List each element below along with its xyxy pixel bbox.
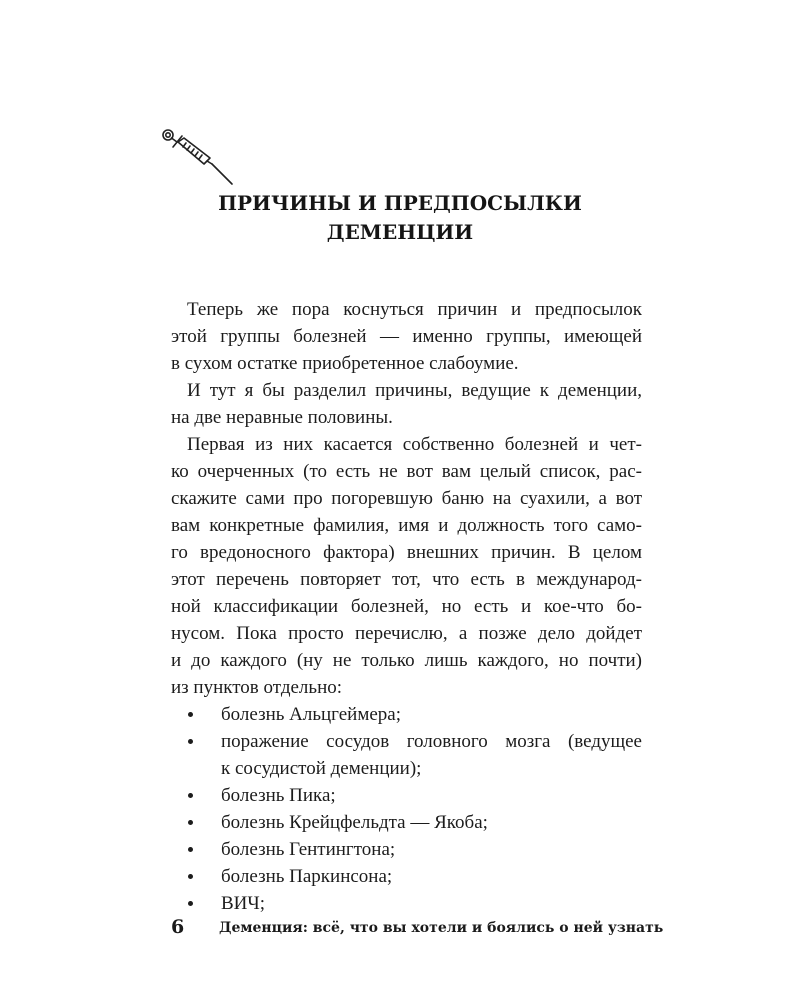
paragraph	[171, 377, 642, 431]
list-item-text: болезнь Гентингтона;	[221, 839, 396, 860]
bullet-icon	[188, 712, 193, 717]
list-item	[171, 782, 642, 809]
cause-list	[171, 701, 642, 917]
text-line: этот перечень повторяет тот, что есть в международ-	[171, 569, 642, 590]
text-line: го вредоносного фактора) внешних причин. В целом	[171, 542, 642, 563]
list-item	[171, 836, 642, 863]
list-item-text: болезнь Паркинсона;	[221, 866, 393, 887]
text-line: ко очерченных (то есть не вот вам целый список, рас-	[171, 461, 642, 482]
bullet-icon	[188, 793, 193, 798]
syringe-icon	[160, 128, 234, 186]
body-text	[171, 296, 642, 917]
list-item	[171, 809, 642, 836]
list-item	[171, 728, 642, 782]
bullet-icon	[188, 820, 193, 825]
paragraph	[171, 296, 642, 377]
bullet-icon	[188, 847, 193, 852]
bullet-icon	[188, 901, 193, 906]
text-line: И тут я бы разделил причины, ведущие к деменции,	[187, 380, 642, 401]
list-item-text: поражение сосудов головного мозга (ведущее	[221, 731, 642, 752]
text-line: нусом. Пока просто перечислю, а позже дело дойдет	[171, 623, 642, 644]
chapter-title-line-1: ПРИЧИНЫ И ПРЕДПОСЫЛКИ	[218, 191, 582, 215]
text-line: и до каждого (ну не только лишь каждого, но почти)	[171, 650, 642, 671]
text-line: ной классификации болезней, но есть и кое-что бо-	[171, 596, 642, 617]
text-line: из пунктов отдельно:	[171, 677, 343, 698]
list-item-text: болезнь Крейцфельдта — Якоба;	[221, 812, 488, 833]
list-item-text: болезнь Альцгеймера;	[221, 704, 401, 725]
list-item	[171, 863, 642, 890]
bullet-icon	[188, 739, 193, 744]
text-line: Теперь же пора коснуться причин и предпосылок	[187, 299, 642, 320]
running-title: Деменция: всё, что вы хотели и боялись о ней узнать	[219, 920, 664, 936]
chapter-title-line-2: ДЕМЕНЦИИ	[326, 220, 474, 244]
paragraph	[171, 431, 642, 701]
text-line: этой группы болезней — именно группы, имеющей	[171, 326, 642, 347]
page-footer	[171, 912, 664, 942]
list-item-text: ВИЧ;	[221, 893, 266, 914]
list-item-text: к сосудистой деменции);	[221, 758, 422, 779]
text-line: на две неравные половины.	[171, 407, 393, 428]
list-item-text: болезнь Пика;	[221, 785, 336, 806]
page-number: 6	[171, 916, 185, 938]
text-line: в сухом остатке приобретенное слабоумие.	[171, 353, 519, 374]
list-item	[171, 701, 642, 728]
text-line: Первая из них касается собственно болезней и чет-	[187, 434, 642, 455]
bullet-icon	[188, 874, 193, 879]
text-line: скажите сами про погоревшую баню на суахили, а вот	[171, 488, 642, 509]
text-line: вам конкретные фамилия, имя и должность того само-	[171, 515, 642, 536]
